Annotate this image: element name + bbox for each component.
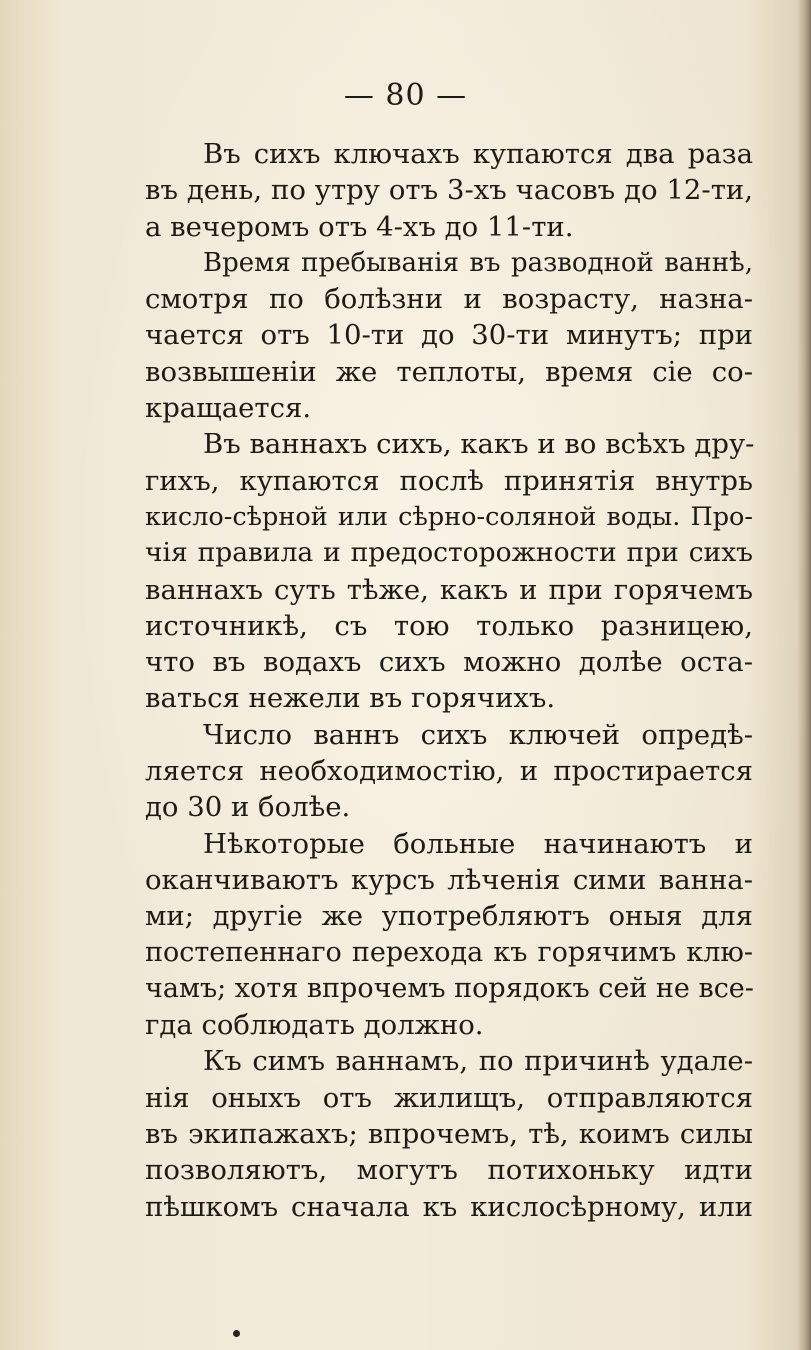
ink-speck: [233, 1330, 240, 1337]
text-line: а вечеромъ отъ 4-хъ до 11-ти.: [145, 210, 574, 243]
text-line: чается отъ 10-ти до 30-ти минутъ; при: [145, 319, 753, 352]
text-line: кисло-сѣрной или сѣрно-соляной воды. Про-: [145, 501, 753, 532]
text-line: постепеннаго перехода къ горячимъ клю-: [145, 936, 753, 968]
text-line: позволяютъ, могутъ потихоньку идти: [145, 1154, 753, 1187]
text-line: ваться нежели въ горячихъ.: [145, 682, 556, 715]
text-line: Время пребыванія въ разводной ваннѣ,: [203, 247, 753, 278]
text-line: въ день, по утру отъ 3-хъ часовъ до 12-ти,: [145, 174, 753, 207]
text-line: Нѣкоторые больные начинаютъ и: [203, 827, 753, 860]
text-line: въ экипажахъ; впрочемъ, тѣ, коимъ силы: [145, 1118, 753, 1151]
page-number: — 80 —: [343, 78, 468, 113]
text-line: источникѣ, съ тою только разницею,: [145, 609, 753, 642]
text-line: Въ ваннахъ сихъ, какъ и во всѣхъ дру-: [203, 428, 755, 461]
text-line: кращается.: [145, 392, 312, 425]
text-line: что въ водахъ сихъ можно долѣе оста-: [145, 646, 753, 679]
text-line: чія правила и предосторожности при сихъ: [145, 537, 753, 569]
body-text: [145, 136, 753, 1225]
text-line: чамъ; хотя впрочемъ порядокъ сей не все-: [145, 972, 754, 1004]
text-line: гихъ, купаются послѣ принятія внутрь: [145, 464, 753, 497]
text-line: ляется необходимостію, и простирается: [145, 755, 753, 788]
text-line: ваннахъ суть тѣже, какъ и при горячемъ: [145, 573, 753, 606]
text-line: до 30 и болѣе.: [145, 791, 351, 824]
text-line: гда соблюдать должно.: [145, 1009, 484, 1042]
text-line: Къ симъ ваннамъ, по причинѣ удале-: [203, 1045, 753, 1078]
text-line: Въ сихъ ключахъ купаются два раза: [203, 138, 753, 170]
text-line: нія оныхъ отъ жилищъ, отправляются: [145, 1081, 753, 1114]
text-line: пѣшкомъ сначала къ кислосѣрному, или: [145, 1190, 753, 1223]
text-line: возвышеніи же теплоты, время сіе со-: [145, 355, 753, 388]
text-line: ми; другіе же употребляютъ оныя для: [145, 900, 753, 933]
text-line: Число ваннъ сихъ ключей опредѣ-: [203, 718, 753, 751]
text-line: оканчиваютъ курсъ лѣченія сими ванна-: [145, 863, 753, 896]
text-line: смотря по болѣзни и возрасту, назна-: [145, 283, 753, 316]
page-spine-shadow: [797, 0, 811, 1350]
